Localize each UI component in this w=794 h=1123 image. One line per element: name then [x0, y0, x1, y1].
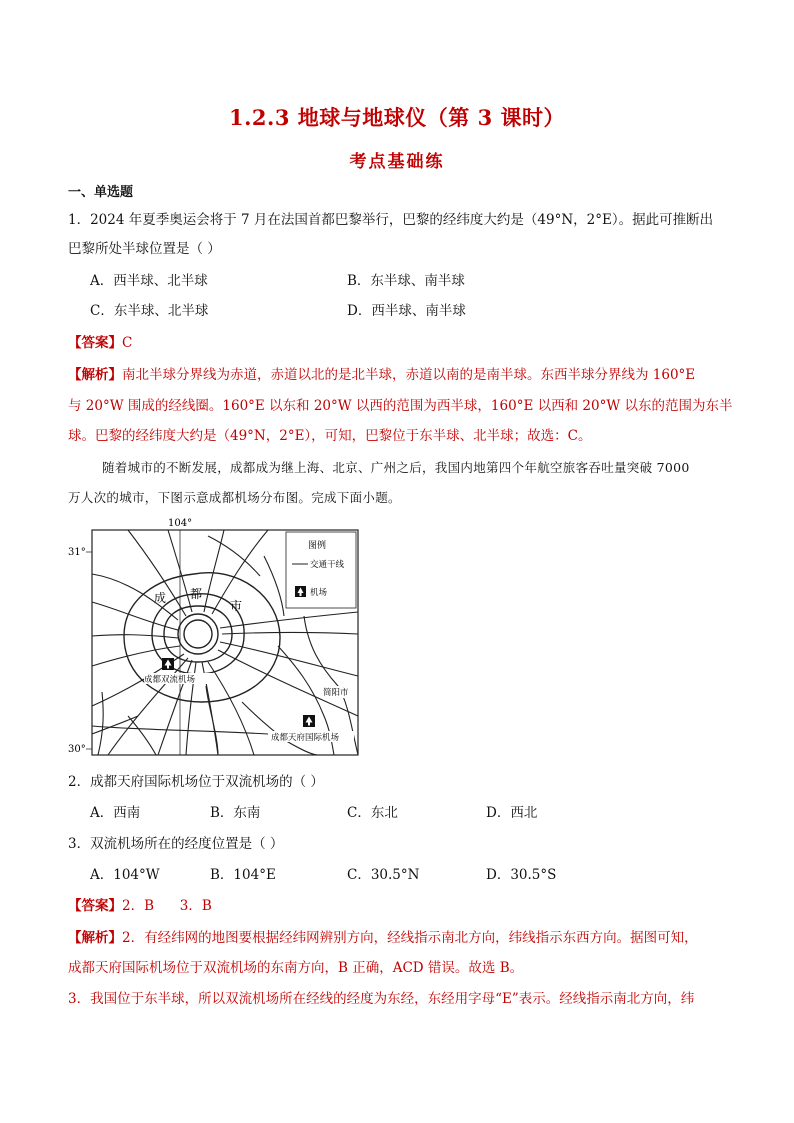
jianyang-city-label: 简阳市 [323, 688, 349, 698]
legend-airport-label: 机场 [310, 588, 328, 598]
analysis-label: 【解析】 [68, 367, 122, 383]
analysis-label: 【解析】 [68, 930, 122, 946]
q2-option-c: C．东北 [347, 805, 398, 821]
q3-option-d: D．30.5°S [486, 867, 557, 883]
q1-answer [68, 331, 132, 351]
q3-stem: 3．双流机场所在的经度位置是（ ） [68, 836, 284, 852]
q1-option-a: A．西半球、北半球 [90, 273, 208, 289]
q3-option-a: A．104°W [90, 867, 160, 883]
analysis-text: 2．有经纬网的地图要根据经纬网辨别方向，经线指示南北方向，纬线指示东西方向。据图可知， [122, 930, 698, 946]
latitude-top-label: 31° [68, 547, 86, 558]
q23-answer [68, 894, 212, 914]
q1-stem-line2: 巴黎所处半球位置是（ ） [68, 241, 221, 257]
analysis-text: 南北半球分界线为赤道，赤道以北的是北半球，赤道以南的是南半球。东西半球分界线为 160°E [122, 367, 696, 383]
q1-option-d: D．西半球、南半球 [347, 303, 466, 319]
section-heading: 一、单选题 [68, 185, 134, 200]
q2-option-b: B．东南 [210, 805, 261, 821]
q3-option-c: C．30.5°N [347, 867, 420, 883]
city-label-char1: 成 [154, 591, 167, 605]
answer-value: 2．B 3．B [122, 898, 212, 914]
q1-option-b: B．东半球、南半球 [347, 273, 465, 289]
q1-option-c: C．东半球、北半球 [90, 303, 209, 319]
q2-option-a: A．西南 [90, 805, 141, 821]
latitude-bottom-label: 30° [68, 744, 86, 755]
document-subtitle: 考点基础练 [349, 152, 445, 172]
q1-stem-line1: 1．2024 年夏季奥运会将于 7 月在法国首都巴黎举行，巴黎的经纬度大约是（49°N，2°E）。据此可推断出 [68, 212, 714, 228]
q1-analysis-line1 [68, 363, 695, 383]
tianfu-airport-label: 成都天府国际机场 [271, 733, 340, 743]
q2-stem: 2．成都天府国际机场位于双流机场的（ ） [68, 774, 324, 790]
answer-label: 【答案】 [68, 335, 122, 351]
q1-analysis-line2: 与 20°W 围成的经线圈。160°E 以东和 20°W 以西的范围为西半球，160°E 以西和 20°W 以东的范围为东半 [68, 398, 733, 414]
intro-line2: 万人次的城市，下图示意成都机场分布图。完成下面小题。 [68, 490, 401, 505]
shuangliu-airport-label: 成都双流机场 [144, 675, 196, 685]
answer-label: 【答案】 [68, 898, 122, 914]
q23-analysis-line2: 成都天府国际机场位于双流机场的东南方向，B 正确，ACD 错误。故选 B。 [68, 960, 524, 976]
answer-value: C [122, 335, 133, 351]
legend-road-label: 交通干线 [310, 560, 345, 570]
intro-line1: 随着城市的不断发展，成都成为继上海、北京、广州之后，我国内地第四个年航空旅客吞吐量突破 7000 [102, 460, 690, 475]
q23-analysis-line1 [68, 926, 698, 946]
q2-option-d: D．西北 [486, 805, 538, 821]
city-label-char2: 都 [190, 587, 203, 601]
chengdu-airport-map [68, 516, 368, 760]
document-title: 1.2.3 地球与地球仪（第 3 课时） [228, 105, 565, 130]
city-label-char3: 市 [230, 599, 243, 613]
longitude-label: 104° [168, 518, 193, 529]
q23-analysis-line3: 3．我国位于东半球，所以双流机场所在经线的经度为东经，东经用字母“E”表示。经线指示南北方向，纬 [68, 991, 695, 1007]
q1-analysis-line3: 球。巴黎的经纬度大约是（49°N，2°E），可知，巴黎位于东半球、北半球；故选：C。 [68, 428, 592, 444]
q3-option-b: B．104°E [210, 867, 276, 883]
legend-title: 图例 [308, 541, 327, 551]
